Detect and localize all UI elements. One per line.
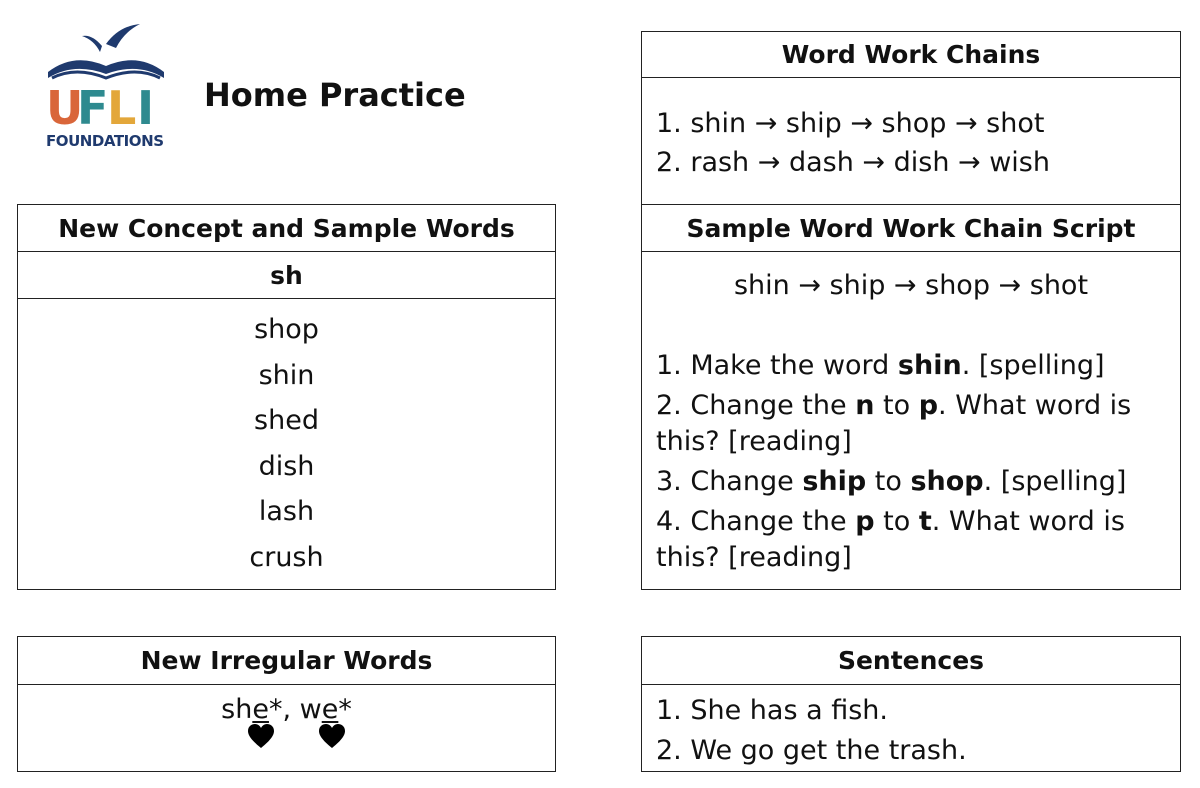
heart-icon: [318, 723, 346, 749]
script-step-3: 3. Change ship to shop. [spelling]: [656, 466, 1127, 497]
word-work-chains-title: Word Work Chains: [642, 32, 1180, 78]
chain-item: 2. rash → dash → dish → wish: [656, 147, 1050, 178]
chain-script-title: Sample Word Work Chain Script: [642, 205, 1180, 252]
sample-word: shop: [254, 314, 319, 345]
sentences-box: [641, 636, 1181, 772]
svg-text:F: F: [77, 81, 109, 135]
irregular-words-title: New Irregular Words: [18, 637, 555, 685]
sample-word: shin: [258, 359, 315, 391]
irregular-words-box: [17, 636, 556, 772]
word-work-chains-box: [641, 31, 1181, 206]
page-title: Home Practice: [204, 76, 466, 114]
sample-word: shed: [254, 405, 319, 436]
svg-text:L: L: [107, 81, 137, 135]
sentence-item: 1. She has a fish.: [656, 695, 888, 726]
sentence-item: 2. We go get the trash.: [656, 735, 967, 766]
word-work-chains-list: [642, 78, 1180, 182]
chain-script-box: [641, 204, 1181, 590]
script-step-1: 1. Make the word shin. [spelling]: [656, 350, 1105, 381]
irregular-word-we: we*: [299, 694, 352, 725]
svg-text:U: U: [46, 81, 84, 135]
chain-item: 1. shin → ship → shop → shot: [656, 108, 1045, 139]
ufli-logo: [44, 22, 168, 152]
heart-icon: [247, 723, 275, 749]
sample-word: dish: [258, 450, 315, 482]
irregular-word-she: she*: [221, 694, 283, 725]
sentences-title: Sentences: [642, 637, 1180, 685]
logo-subtitle: FOUNDATIONS: [46, 132, 164, 150]
sample-word: lash: [258, 496, 315, 527]
script-steps: [642, 322, 1180, 576]
script-chain: shin → ship → shop → shot: [733, 270, 1089, 301]
svg-text:I: I: [137, 81, 155, 135]
concept-label: sh: [18, 252, 555, 299]
sample-word: crush: [249, 541, 324, 573]
new-concept-box: [17, 204, 556, 590]
sample-words-list: [18, 299, 555, 580]
heart-marks: [18, 727, 555, 757]
script-step-2: 2. Change the n to p. What word is this? [reading]: [656, 390, 1132, 457]
sentences-list: [642, 685, 1180, 771]
script-step-4: 4. Change the p to t. What word is this? [reading]: [656, 506, 1125, 573]
new-concept-title: New Concept and Sample Words: [18, 205, 555, 252]
irregular-words-line: she*, we*: [221, 694, 352, 725]
